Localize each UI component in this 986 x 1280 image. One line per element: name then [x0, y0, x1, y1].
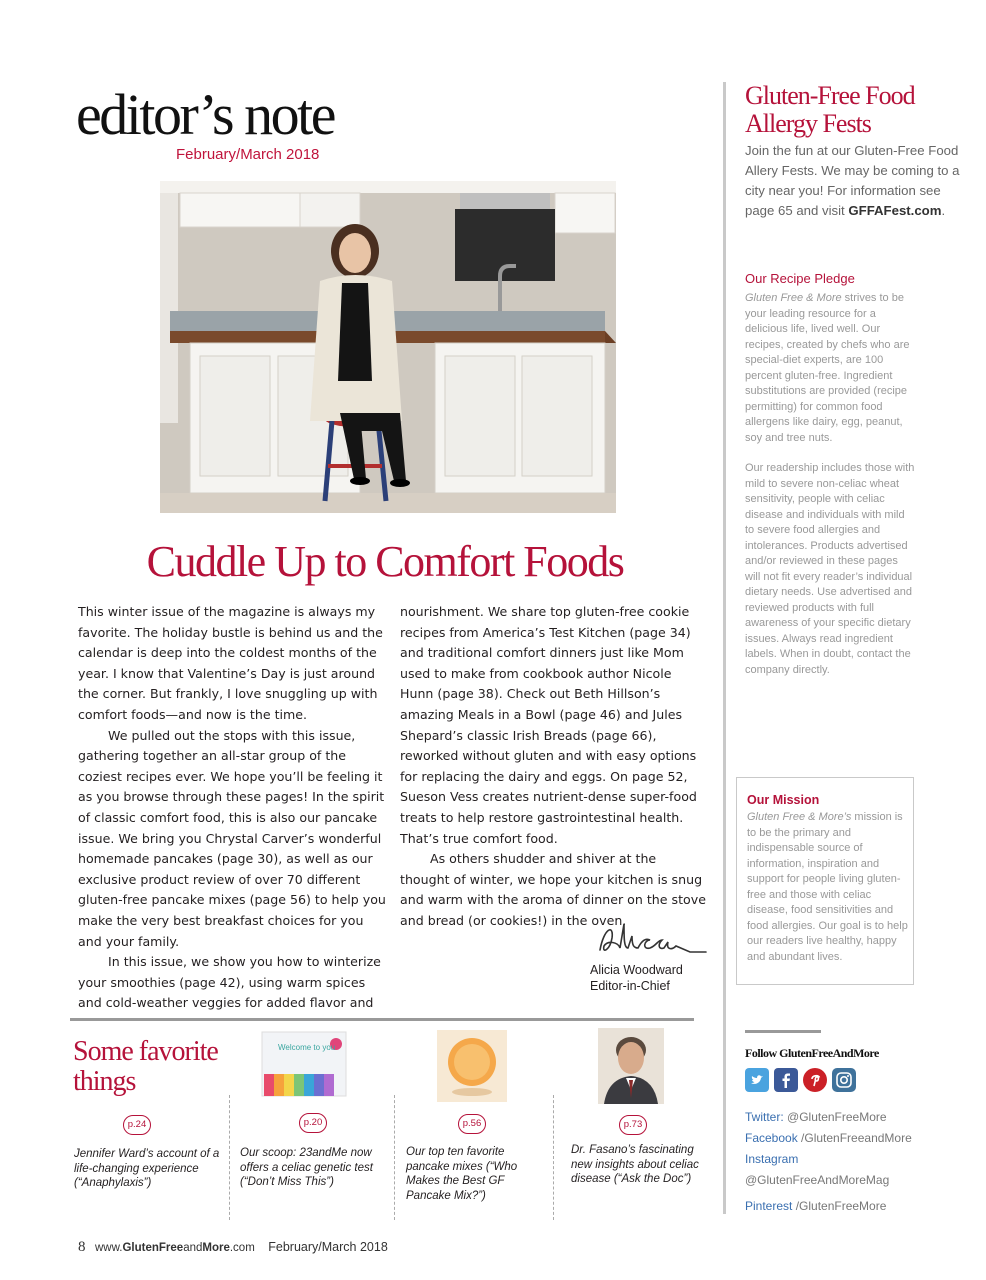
social-network: Pinterest [745, 1199, 793, 1213]
favorite-caption: Jennifer Ward’s account of a life-changing experience (“Anaphylaxis”) [74, 1148, 220, 1189]
fest-period: . [941, 203, 946, 218]
page-footer [78, 1239, 388, 1256]
paragraph: This winter issue of the magazine is always my favorite. The holiday bustle is behind us and the calendar is deep into the coldest months of the year. I know that Valentine’s Day is just around the corner. But frankly, I love snuggling up with comfort foods—and now is the time. [78, 604, 383, 722]
social-links [745, 1107, 925, 1217]
pledge-title: Our Recipe Pledge [745, 271, 855, 286]
page-badge[interactable]: p.20 [299, 1113, 327, 1133]
masthead-title: editor’s note [76, 82, 334, 147]
pancake-thumbnail [437, 1030, 507, 1102]
pledge-magazine-name: Gluten Free & More [745, 292, 842, 304]
article-column-1 [78, 602, 386, 1014]
author-signoff [590, 962, 683, 994]
mission-text [747, 810, 909, 965]
pledge-paragraph-2: Our readership includes those with mild to severe non-celiac wheat sensitivity, people with celiac disease and individuals with mild to severe food allergies and intolerances. Products advertised and/or reviewed in these pages will not fit every reader’s individual dietary needs. Use advertised and reviewed products with full awareness of your specific dietary issues. Always read ingredient labels. When in doubt, contact the company directly. [745, 462, 915, 676]
page-badge[interactable]: p.24 [123, 1115, 151, 1135]
paragraph: We pulled out the stops with this issue, gathering together an all-star group of the coziest recipes ever. We hope you’ll be feeling it as you browse through these pages! In the spirit of classic comfort food, this is also our pancake issue. We bring you Chrystal Carver’s wonderful homemade pancakes (page 30), as well as our exclusive product review of over 70 different gluten-free pancake mixes (page 56) to help you make the very best breakfast choices for you and your family. [78, 727, 386, 949]
paragraph: As others shudder and shiver at the thought of winter, we hope your kitchen is snug and warm with the aroma of dinner on the stove and bread (or cookies!) in the oven. [400, 851, 706, 928]
mission-body: mission is to be the primary and indispensable source of information, inspiration and support for people living gluten-free and those with celiac disease, food sensitivities and food allergies. Our goal is to help our readers live healthy, happy and abundant lives. [747, 811, 908, 963]
masthead [76, 82, 366, 163]
favorites-title: Some favorite things [73, 1036, 218, 1097]
pledge-body-1: strives to be your leading resource for a delicious life, lived well. Our recipes, created by chefs who are special-diet experts, are 100 percent gluten-free. Ingredient substitutions are provided (recipe permitting) for common food allergens like dairy, egg, peanut, soy and tree nuts. [745, 292, 910, 444]
twitter-icon[interactable] [745, 1068, 769, 1092]
fest-link[interactable]: GFFAFest.com [848, 203, 942, 218]
url-part: .com [229, 1242, 255, 1254]
social-network: Facebook [745, 1131, 798, 1145]
social-link-pinterest[interactable] [745, 1196, 925, 1217]
paragraph: In this issue, we show you how to winterize your smoothies (page 42), using warm spices and cold-weather veggies for added flavor and [78, 954, 381, 1011]
author-name: Alicia Woodward [590, 963, 683, 977]
facebook-icon[interactable] [774, 1068, 798, 1092]
page-badge[interactable]: p.56 [458, 1114, 486, 1134]
fest-title: Gluten-Free Food Allergy Fests [745, 81, 915, 138]
pinterest-icon[interactable] [803, 1068, 827, 1092]
social-network: Twitter: [745, 1110, 784, 1124]
article-column-2 [400, 602, 706, 932]
fest-text [745, 141, 965, 221]
social-network: Instagram [745, 1152, 799, 1166]
url-part: and [183, 1242, 203, 1254]
article-headline: Cuddle Up to Comfort Foods [146, 537, 624, 586]
fest-body: Join the fun at our Gluten-Free Food Allery Fests. We may be coming to a city near you! For information see page 65 and visit [745, 143, 960, 218]
sidebar-divider [723, 82, 726, 1214]
pledge-text [745, 291, 915, 693]
dna-kit-thumbnail [258, 1030, 350, 1098]
masthead-date: February/March 2018 [176, 146, 320, 163]
paragraph: nourishment. We share top gluten-free cookie recipes from America’s Test Kitchen (page 34) and traditional comfort dinners just like Mom used to make from cookbook author Nicole Hunn (page 38). Check out Beth Hillson’s amazing Meals in a Bowl (page 46) and Jules Shepard’s classic Irish Breads (page 66), reworked without gluten and with easy options for replacing the dairy and eggs. On page 52, Sueson Vess creates nutrient-dense super-food treats to help restore gastrointestinal health. That’s true comfort food. [400, 604, 697, 846]
social-handle: /GlutenFreeandMore [797, 1131, 912, 1145]
social-handle: @GlutenFreeMore [783, 1110, 887, 1124]
favorites-separator [229, 1095, 230, 1220]
social-handle: /GlutenFreeMore [792, 1199, 887, 1213]
mission-magazine-name: Gluten Free & More’s [747, 811, 852, 823]
footer-url[interactable] [95, 1242, 255, 1254]
doctor-thumbnail [598, 1028, 664, 1104]
favorites-separator [394, 1095, 395, 1220]
social-link-twitter[interactable] [745, 1107, 925, 1128]
editor-photo [160, 181, 616, 513]
favorites-separator [553, 1095, 554, 1220]
instagram-icon[interactable] [832, 1068, 856, 1092]
footer-date: February/March 2018 [268, 1240, 388, 1254]
follow-divider [745, 1030, 821, 1033]
page-number: 8 [78, 1239, 86, 1255]
author-title: Editor-in-Chief [590, 979, 670, 993]
favorite-caption: Our scoop: 23andMe now offers a celiac genetic test (“Don’t Miss This”) [240, 1147, 373, 1188]
mission-title: Our Mission [747, 793, 820, 807]
social-link-facebook[interactable] [745, 1128, 925, 1149]
favorites-divider [70, 1018, 694, 1021]
thumb-kit-text: Welcome to you [278, 1043, 336, 1052]
social-icons [745, 1068, 856, 1094]
url-part: GlutenFree [122, 1242, 184, 1254]
url-part: www. [94, 1242, 123, 1254]
social-handle: @GlutenFreeAndMoreMag [745, 1173, 890, 1187]
pledge-paragraph-1 [745, 291, 915, 446]
page-badge[interactable]: p.73 [619, 1115, 647, 1135]
social-link-instagram[interactable] [745, 1149, 925, 1191]
follow-title: Follow GlutenFreeAndMore [745, 1046, 879, 1060]
favorite-caption: Our top ten favorite pancake mixes (“Who Makes the Best GF Pancake Mix?”) [406, 1146, 518, 1202]
url-part: More [202, 1242, 230, 1254]
favorite-caption: Dr. Fasano’s fascinating new insights about celiac disease (“Ask the Doc”) [571, 1144, 699, 1185]
editor-signature [590, 918, 710, 963]
